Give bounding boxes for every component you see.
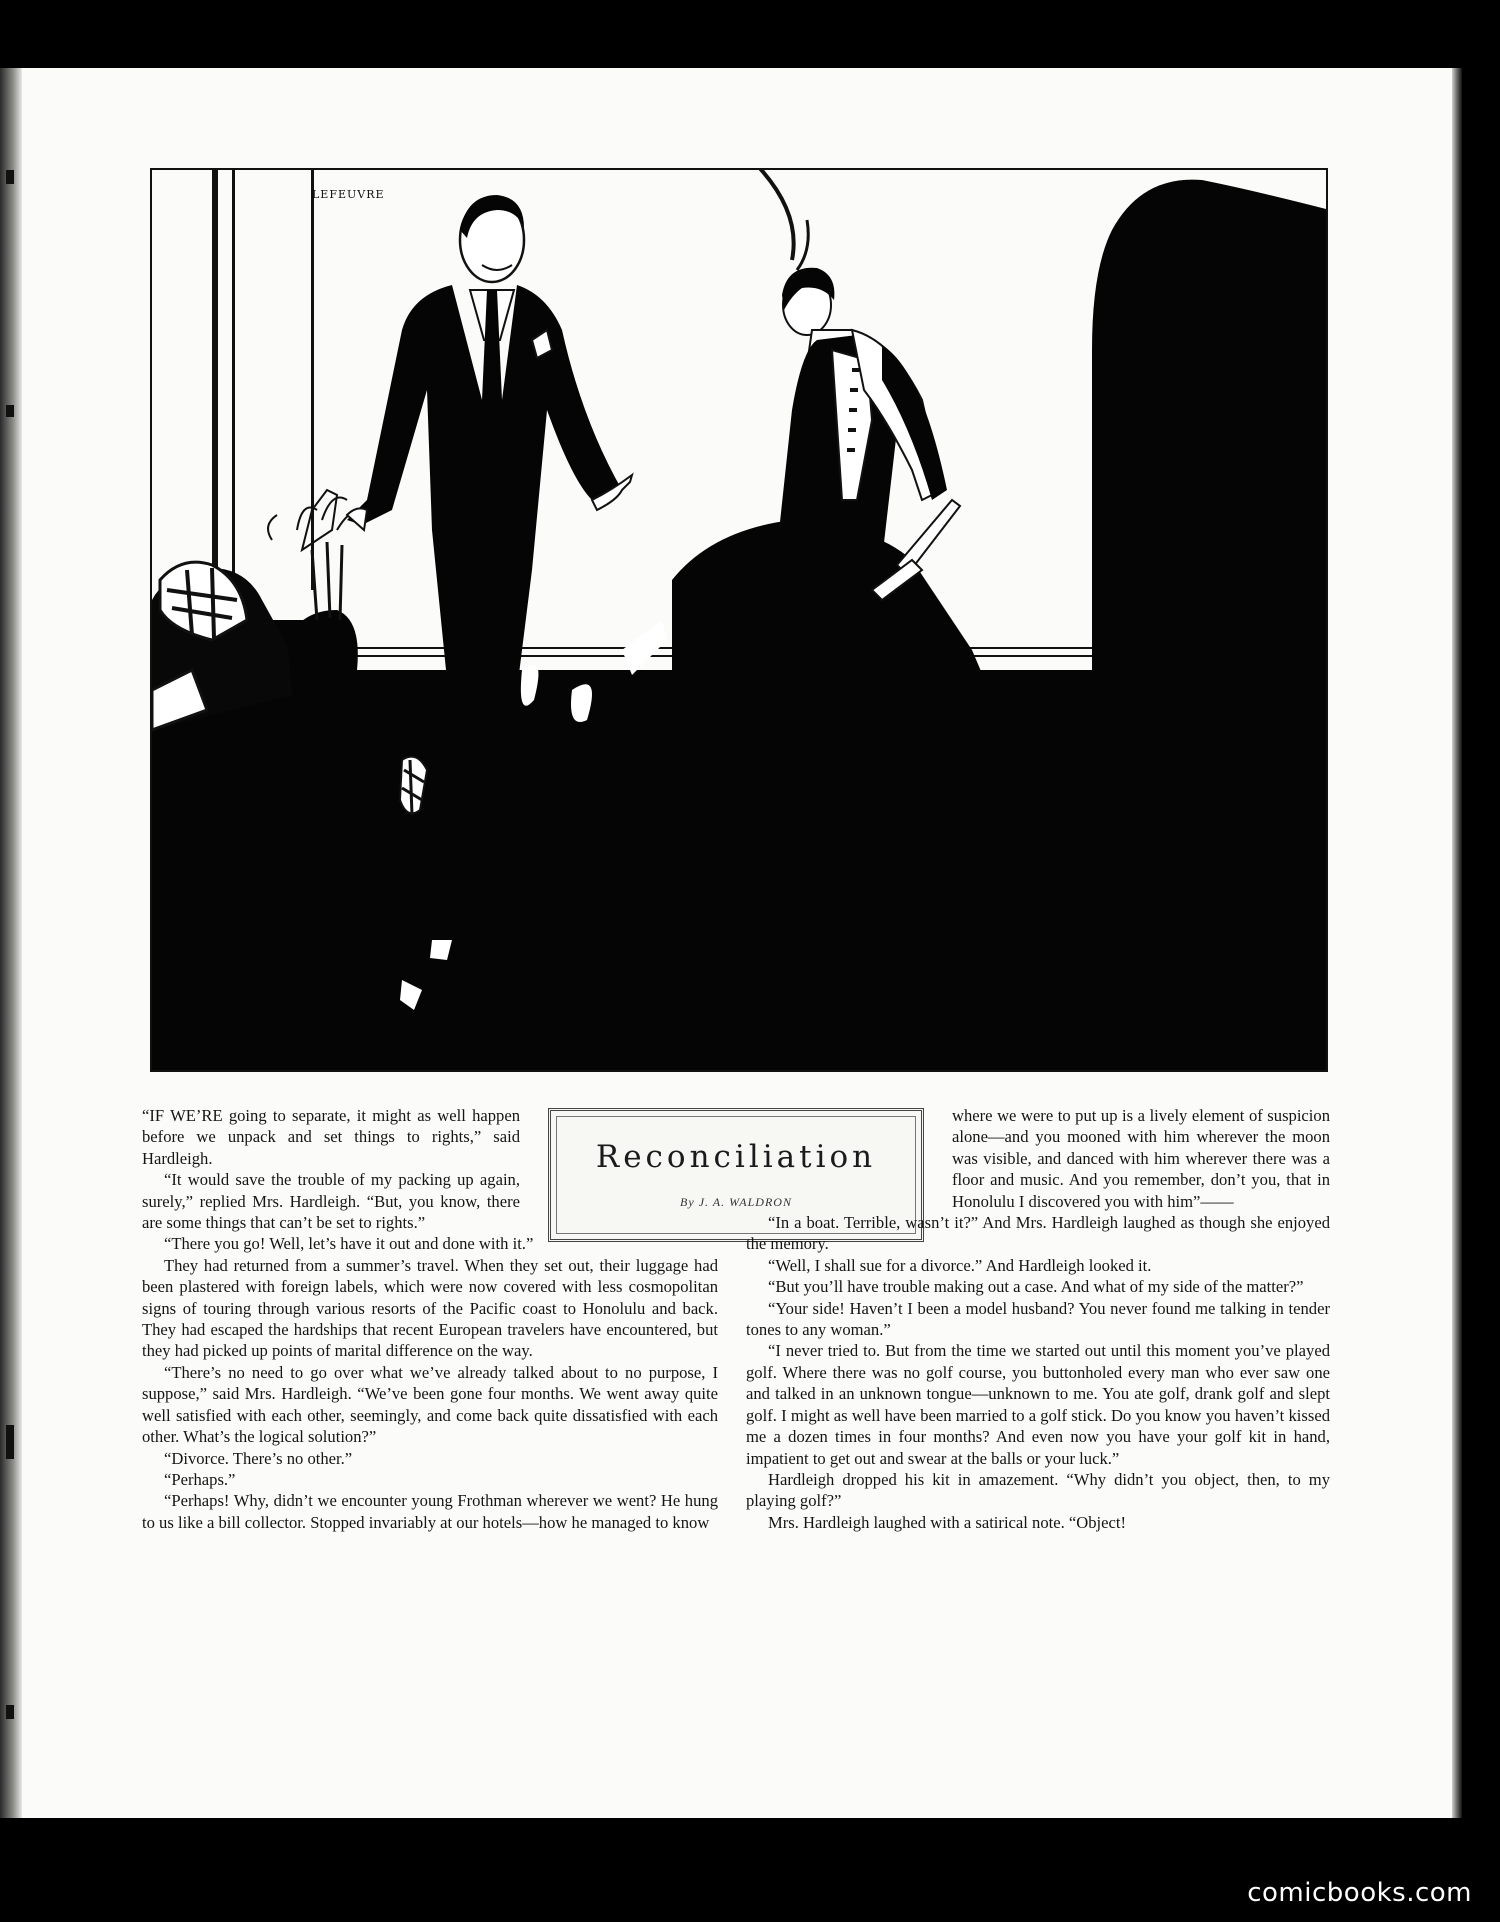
article-column-1 (142, 1105, 718, 1533)
paragraph: Mrs. Hardleigh laughed with a satirical note. “Object! (768, 1512, 1127, 1532)
paragraph: where we were to put up is a lively element of suspicion alone—and you mooned with him wherever the moon was visible, and danced with him wherever there was a floor and music. And you remember, don’t you, that in Honolulu I discovered you with him”—— (952, 1106, 1330, 1211)
binding-mark (6, 170, 14, 184)
paragraph: “Well, I shall sue for a divorce.” And Hardleigh looked it. (768, 1255, 1152, 1275)
paragraph: “I never tried to. But from the time we started out until this moment you’ve played golf. Where there was no golf course, you buttonholed every man who ever saw one and talked in an unknown tongue—unknown to me. You ate golf, drank golf and slept golf. I might as well have been married to a golf stick. Do you know you haven’t kissed me a dozen times in four months? And even now you have your golf kit in hand, impatient to get out and swear at the balls or your luck.” (746, 1341, 1330, 1468)
site-watermark: comicbooks.com (1247, 1878, 1472, 1908)
article-title: Reconciliation (595, 1139, 877, 1175)
paragraph: “IF WE’RE going to separate, it might as well happen before we unpack and set things to rights,” said Hardleigh. (142, 1106, 520, 1168)
binding-mark (6, 405, 14, 417)
artist-signature: LEFEUVRE (312, 188, 385, 201)
paragraph: “Perhaps.” (164, 1469, 236, 1489)
paragraph: “There’s no need to go over what we’ve already talked about to no purpose, I suppose,” said Mrs. Hardleigh. “We’ve been gone four months. We went away quite well satisfied with each other, seemingly, and come back quite dissatisfied with each other. What’s the logical solution?” (142, 1362, 718, 1447)
paragraph: “But you’ll have trouble making out a case. And what of my side of the matter?” (768, 1277, 1304, 1297)
paragraph: “Perhaps! Why, didn’t we encounter young Frothman wherever we went? He hung to us like a bill collector. Stopped invariably at our hotels—how he managed to know (142, 1491, 718, 1532)
page-binding-edge (0, 68, 22, 1818)
paragraph: They had returned from a summer’s travel. When they set out, their luggage had been plastered with foreign labels, which were now covered with less cosmopolitan signs of touring through various resorts of the Pacific coast to Honolulu and back. They had escaped the hardships that recent European travelers have encountered, but they had picked up points of marital difference on the way. (142, 1255, 718, 1361)
paragraph: “It would save the trouble of my packing up again, surely,” replied Mrs. Hardleigh. “But, you know, there are some things that can’t be set to rights.” (142, 1170, 520, 1233)
illustration-panel (150, 168, 1328, 1072)
paragraph: “In a boat. Terrible, wasn’t it?” And Mrs. Hardleigh laughed as though she enjoyed the memory. (746, 1213, 1330, 1254)
article-byline: By J. A. WALDRON (680, 1195, 792, 1209)
page-edge-shadow (1452, 68, 1462, 1818)
paragraph: Hardleigh dropped his kit in amazement. “Why didn’t you object, then, to my playing golf?” (746, 1469, 1330, 1511)
couple-illustration (152, 170, 1328, 1072)
paragraph: “There you go! Well, let’s have it out and done with it.” (164, 1234, 534, 1254)
binding-mark (6, 1425, 14, 1459)
paragraph: “Divorce. There’s no other.” (164, 1448, 353, 1468)
article-column-2 (746, 1105, 1330, 1533)
paragraph: “Your side! Haven’t I been a model husband? You never found me talking in tender tones to any woman.” (746, 1298, 1330, 1340)
binding-mark (6, 1705, 14, 1719)
